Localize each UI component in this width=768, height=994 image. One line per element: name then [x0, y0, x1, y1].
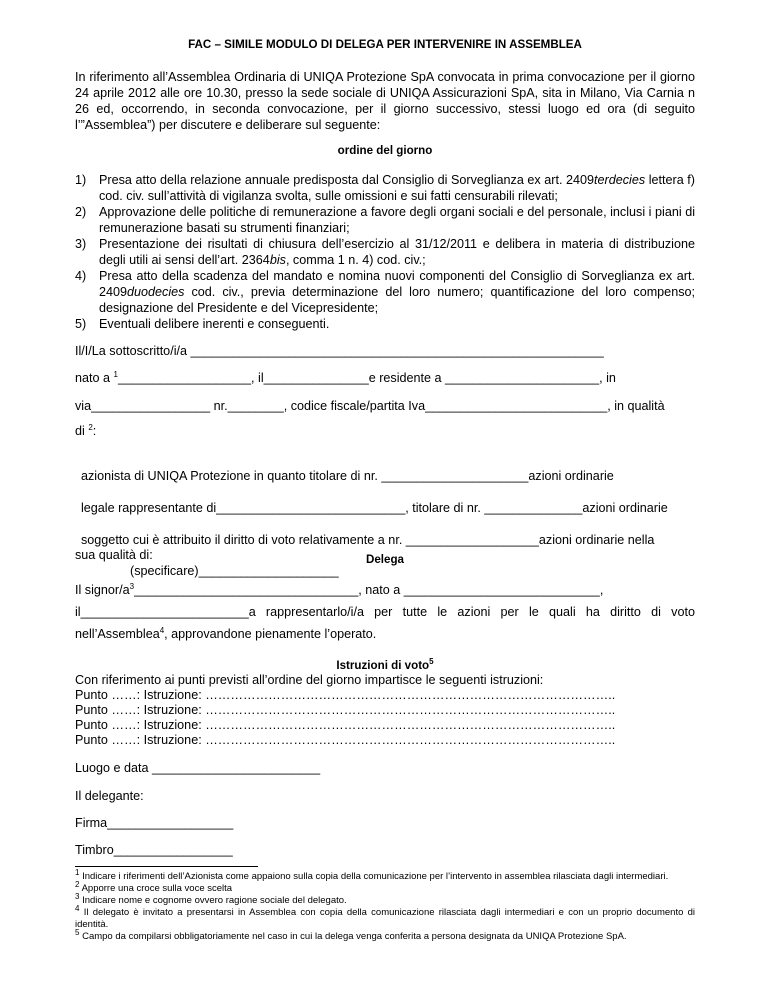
footnote-ref: 4 — [159, 625, 165, 635]
form-text: ___________________, il_______________e residente a ______________________, in — [117, 371, 616, 385]
instruction-row: Punto ……: Istruzione: …………………………………………………………………………………….. — [75, 733, 616, 747]
form-line-subscriber: Il/I/La sottoscritto/i/a ___________________________________________________________ — [75, 344, 604, 358]
agenda-item-number: 4) — [75, 269, 87, 283]
delega-line-assembly — [75, 626, 376, 642]
delega-line-represent: il________________________a rappresentarlo/i/a per tutte le azioni per le quali ha diritto di voto — [75, 605, 695, 619]
instruction-row: Punto ……: Istruzione: …………………………………………………………………………………….. — [75, 703, 616, 717]
footnote-text: Il delegato è invitato a presentarsi in Assemblea con copia della comunicazione rilasciata dagli intermediari e con un proprio documento di identità. — [75, 907, 696, 930]
agenda-item-text-end: , comma 1 n. 4) cod. civ.; — [285, 253, 426, 267]
footnote-text: Indicare i riferimenti dell’Azionista come appaiono sulla copia della comunicazione per l’intervento in assemblea rilasciata dagli intermediari. — [82, 871, 669, 882]
option-quality-label: sua qualità di: — [75, 548, 153, 562]
agenda-item-text-end: lettera f) cod. civ. sull’attività di vigilanza svolta, sulle omissioni e sui fatti censurabili rilevati; — [99, 173, 695, 203]
document-page — [75, 38, 695, 332]
instructions-intro: Con riferimento ai punti previsti all’ordine del giorno impartisce le seguenti istruzioni: — [75, 673, 544, 687]
instruction-row: Punto ……: Istruzione: …………………………………………………………………………………….. — [75, 688, 616, 702]
footnote-ref: 3 — [129, 581, 135, 591]
form-text: di — [75, 424, 89, 438]
agenda-item — [75, 204, 695, 236]
agenda-list — [75, 172, 695, 332]
agenda-item-number: 1) — [75, 173, 87, 187]
footnote-text: Campo da compilarsi obbligatoriamente nel caso in cui la delega venga conferita a persona designata da UNIQA Protezione SpA. — [82, 931, 627, 942]
footnote-ref: 2 — [88, 422, 93, 432]
footnote-text: Indicare nome e cognome ovvero ragione sociale del delegato. — [82, 895, 347, 906]
form-text: , approvandone pienamente l’operato. — [164, 627, 377, 641]
footnote-rule — [75, 866, 258, 869]
agenda-item-text: Presa atto della scadenza del mandato e nomina nuovi componenti del Consiglio di Sorveglianza ex art. 2409 — [99, 269, 695, 299]
form-text: : — [92, 424, 97, 438]
agenda-item-text: Presa atto della relazione annuale predisposta dal Consiglio di Sorveglianza ex art. 2409 — [99, 173, 595, 187]
option-specify: (specificare)____________________ — [130, 564, 339, 578]
footnote-ref: 5 — [429, 657, 434, 667]
agenda-item-number: 3) — [75, 237, 87, 251]
place-date-field: Luogo e data ________________________ — [75, 761, 321, 775]
footnote-4 — [75, 903, 696, 931]
document-title: FAC – SIMILE MODULO DI DELEGA PER INTERVENIRE IN ASSEMBLEA — [188, 38, 582, 51]
delegante-label: Il delegante: — [75, 789, 144, 803]
form-line-birth — [75, 370, 616, 386]
footnote-number: 4 — [75, 903, 80, 913]
footnote-number: 2 — [75, 879, 80, 889]
instructions-heading-text: Istruzioni di voto — [336, 659, 430, 672]
agenda-item — [75, 316, 695, 332]
footnote-number: 3 — [75, 891, 80, 901]
agenda-item-italic: duodecies — [127, 285, 185, 299]
form-text: ________________________________, nato a ____________________________, — [134, 583, 604, 597]
intro-paragraph: In riferimento all’Assemblea Ordinaria di UNIQA Protezione SpA convocata in prima convocazione per il giorno 24 aprile 2012 alle ore 10.30, presso la sede sociale di UNIQA Assicurazioni SpA, sita in Milano, Via Carnia n 26 ed, occorrendo, in seconda convocazione, per il giorno successivo, stessi luogo ed ora (di seguito l’”Assemblea”) per discutere e deliberare sul seguente: — [75, 70, 695, 132]
delega-line-delegate — [75, 582, 603, 598]
footnote-text: Apporre una croce sulla voce scelta — [81, 883, 233, 894]
option-legal-representative: legale rappresentante di___________________________, titolare di nr. ______________azioni ordinarie — [81, 501, 668, 515]
instruction-row: Punto ……: Istruzione: …………………………………………………………………………………….. — [75, 718, 616, 732]
agenda-item-text: Presentazione dei risultati di chiusura dell’esercizio al 31/12/2011 e delibera in materia di distribuzione degli utili ai sensi dell’art. 2364 — [99, 237, 695, 267]
footnote-5 — [75, 927, 695, 943]
instructions-heading — [75, 659, 695, 672]
form-text: nato a — [75, 371, 114, 385]
agenda-item-italic: bis — [269, 253, 286, 267]
form-text: Il signor/a — [75, 583, 130, 597]
agenda-item-text: Approvazione delle politiche di remunerazione a favore degli organi sociali e del personale, inclusi i piani di remunerazione basati su strumenti finanziari; — [99, 205, 695, 235]
footnote-1 — [75, 867, 695, 883]
signature-field: Firma__________________ — [75, 816, 234, 830]
footnote-3 — [75, 891, 695, 907]
agenda-item-text-end: cod. civ., previa determinazione del loro numero; quantificazione del loro compenso; designazione del Presidente e del Vicepresidente; — [99, 285, 695, 315]
footnote-number: 5 — [75, 927, 80, 937]
form-line-address: via_________________ nr.________, codice fiscale/partita Iva__________________________, in qualità — [75, 399, 665, 413]
option-shareholder: azionista di UNIQA Protezione in quanto titolare di nr. _____________________azioni ordinarie — [81, 469, 614, 483]
agenda-item-text: Eventuali delibere inerenti e conseguenti. — [99, 317, 330, 331]
agenda-item-number: 2) — [75, 205, 87, 219]
footnote-ref: 1 — [113, 369, 118, 379]
agenda-item-number: 5) — [75, 317, 87, 331]
agenda-item — [75, 268, 695, 316]
footnotes — [75, 867, 696, 943]
agenda-heading: ordine del giorno — [337, 144, 433, 157]
form-line-quality — [75, 423, 96, 439]
stamp-field: Timbro_________________ — [75, 843, 233, 857]
agenda-item — [75, 172, 695, 204]
agenda-item — [75, 236, 695, 268]
footnote-2 — [75, 879, 695, 895]
delega-heading: Delega — [365, 553, 405, 566]
footnote-number: 1 — [75, 867, 80, 877]
agenda-item-italic: terdecies — [594, 173, 646, 187]
form-text: nell’Assemblea — [75, 627, 160, 641]
option-voting-right-holder: soggetto cui è attribuito il diritto di voto relativamente a nr. ___________________azioni ordinarie nella — [81, 533, 655, 547]
